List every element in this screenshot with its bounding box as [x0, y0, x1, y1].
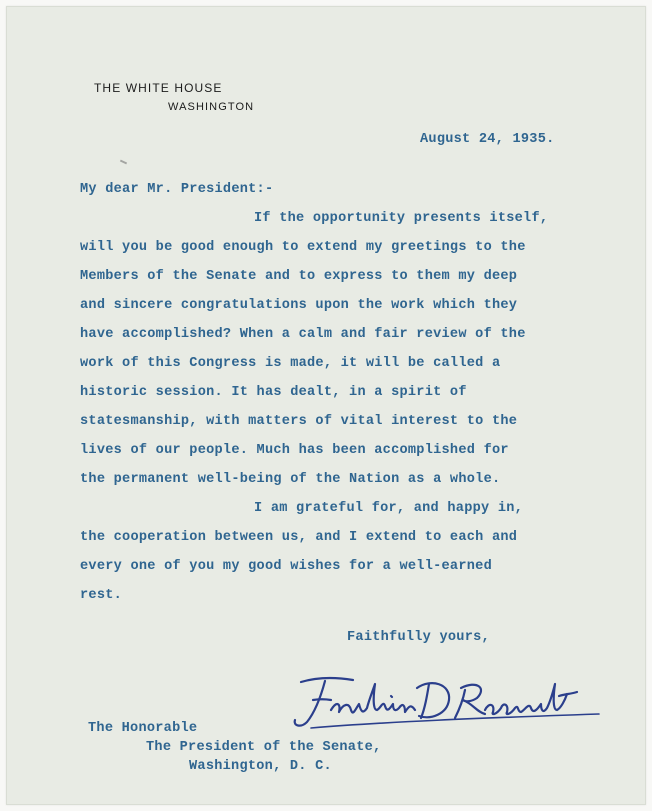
addressee-office: The President of the Senate, [146, 740, 382, 755]
body-line: work of this Congress is made, it will be called a [80, 356, 501, 371]
body-line: and sincere congratulations upon the work which they [80, 298, 518, 313]
letter-date: August 24, 1935. [420, 132, 555, 147]
body-line: will you be good enough to extend my greetings to the [80, 240, 526, 255]
addressee-title: The Honorable [88, 721, 198, 736]
body-line: the permanent well-being of the Nation as a whole. [80, 472, 501, 487]
salutation: My dear Mr. President:- [80, 182, 274, 197]
body-line: historic session. It has dealt, in a spirit of [80, 385, 467, 400]
addressee-city: Washington, D. C. [189, 759, 332, 774]
letterhead-title: THE WHITE HOUSE [94, 81, 223, 95]
body-line: the cooperation between us, and I extend to each and [80, 530, 518, 545]
body-line: statesmanship, with matters of vital interest to the [80, 414, 518, 429]
body-line: rest. [80, 588, 123, 603]
body-line: lives of our people. Much has been accomplished for [80, 443, 509, 458]
body-line: Members of the Senate and to express to them my deep [80, 269, 518, 284]
closing: Faithfully yours, [347, 630, 490, 645]
body-line: If the opportunity presents itself, [254, 211, 549, 226]
paper-mark [120, 160, 127, 165]
body-line: I am grateful for, and happy in, [254, 501, 524, 516]
body-line: have accomplished? When a calm and fair review of the [80, 327, 526, 342]
signature-image [281, 670, 601, 740]
body-line: every one of you my good wishes for a well-earned [80, 559, 492, 574]
letterhead-city: WASHINGTON [168, 101, 255, 113]
letter-page [6, 6, 646, 805]
